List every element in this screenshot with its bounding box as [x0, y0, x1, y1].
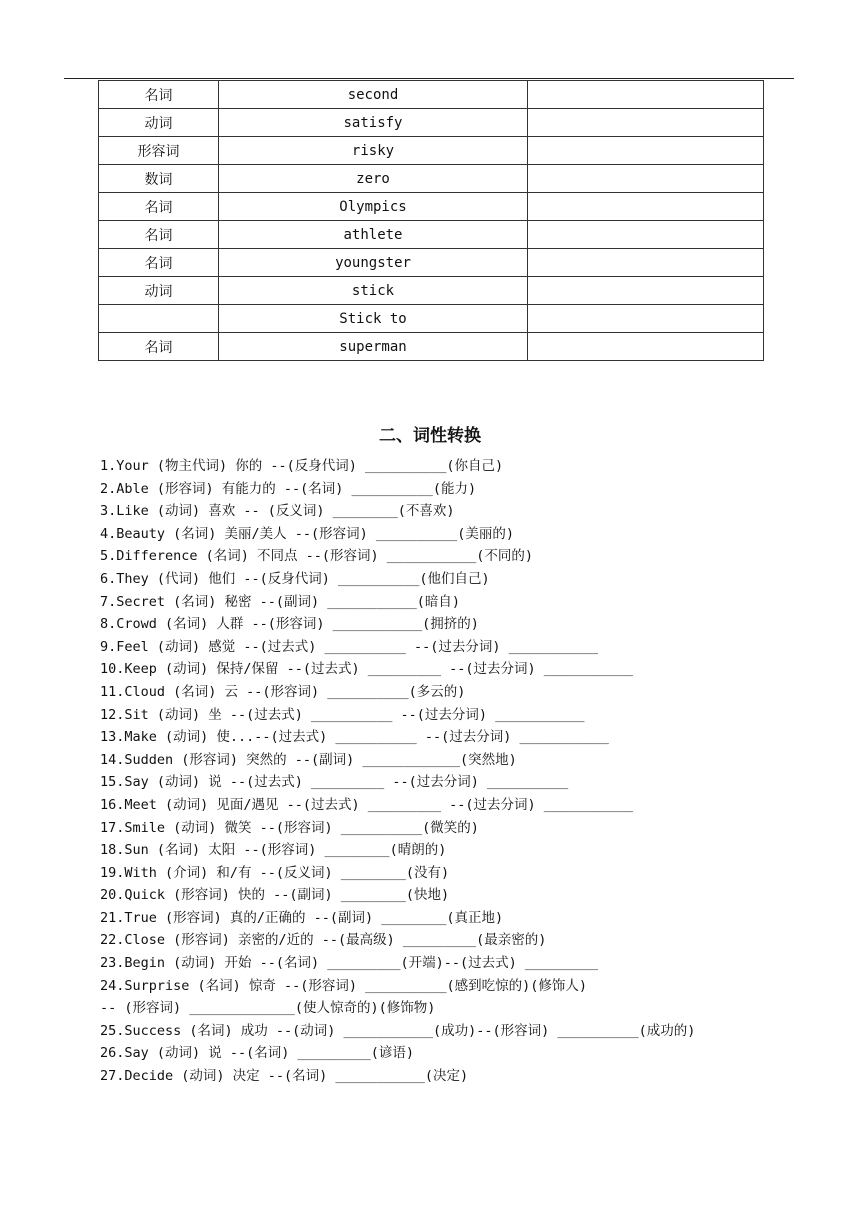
vocab-row	[99, 305, 764, 333]
part-of-speech-cell: 形容词	[99, 137, 219, 165]
exercise-item: 17.Smile (动词) 微笑 --(形容词) __________(微笑的)	[100, 819, 479, 836]
word-cell: superman	[219, 333, 528, 361]
exercise-item: 10.Keep (动词) 保持/保留 --(过去式) _________ --(过去分词) ___________	[100, 661, 634, 678]
exercise-item: 26.Say (动词) 说 --(名词) _________(谚语)	[100, 1045, 414, 1062]
exercise-item: 25.Success (名词) 成功 --(动词) ___________(成功)--(形容词) __________(成功的)	[100, 1022, 696, 1039]
exercise-item: -- (形容词) _____________(使人惊奇的)(修饰物)	[100, 1000, 436, 1017]
word-form-exercise-list	[64, 455, 804, 1088]
exercise-item: 19.With (介词) 和/有 --(反义词) ________(没有)	[100, 864, 450, 881]
vocab-row	[99, 333, 764, 361]
vocab-row	[99, 165, 764, 193]
answer-cell[interactable]	[528, 305, 764, 333]
word-cell: Olympics	[219, 193, 528, 221]
exercise-item: 8.Crowd (名词) 人群 --(形容词) ___________(拥挤的)	[100, 616, 479, 633]
exercise-item: 4.Beauty (名词) 美丽/美人 --(形容词) __________(美丽的)	[100, 525, 514, 542]
exercise-item: 9.Feel (动词) 感觉 --(过去式) __________ --(过去分词) ___________	[100, 638, 598, 655]
vocabulary-table	[98, 80, 764, 361]
word-cell: second	[219, 81, 528, 109]
section-title: 二、词性转换	[379, 426, 481, 446]
exercise-item: 20.Quick (形容词) 快的 --(副词) ________(快地)	[100, 887, 450, 904]
answer-cell[interactable]	[528, 81, 764, 109]
exercise-item: 5.Difference (名词) 不同点 --(形容词) ___________(不同的)	[100, 548, 533, 565]
word-cell: youngster	[219, 249, 528, 277]
exercise-item: 23.Begin (动词) 开始 --(名词) _________(开端)--(过去式) _________	[100, 955, 598, 972]
word-cell: risky	[219, 137, 528, 165]
answer-cell[interactable]	[528, 333, 764, 361]
exercise-item: 22.Close (形容词) 亲密的/近的 --(最高级) _________(最亲密的)	[100, 932, 547, 949]
vocab-row	[99, 193, 764, 221]
word-cell: zero	[219, 165, 528, 193]
answer-cell[interactable]	[528, 109, 764, 137]
exercise-item: 27.Decide (动词) 决定 --(名词) ___________(决定)	[100, 1068, 469, 1085]
exercise-item: 1.Your (物主代词) 你的 --(反身代词) __________(你自己)	[100, 458, 504, 474]
part-of-speech-cell: 动词	[99, 109, 219, 137]
header-rule	[64, 78, 794, 79]
vocab-row	[99, 277, 764, 305]
exercise-item: 11.Cloud (名词) 云 --(形容词) __________(多云的)	[100, 683, 466, 700]
exercise-item: 14.Sudden (形容词) 突然的 --(副词) ____________(突然地)	[100, 751, 517, 768]
exercise-item: 6.They (代词) 他们 --(反身代词) __________(他们自己)	[100, 570, 490, 587]
part-of-speech-cell: 动词	[99, 277, 219, 305]
part-of-speech-cell: 名词	[99, 193, 219, 221]
vocab-row	[99, 81, 764, 109]
exercise-item: 2.Able (形容词) 有能力的 --(名词) __________(能力)	[100, 480, 477, 497]
part-of-speech-cell: 数词	[99, 165, 219, 193]
part-of-speech-cell: 名词	[99, 249, 219, 277]
vocab-row	[99, 221, 764, 249]
exercise-item: 7.Secret (名词) 秘密 --(副词) ___________(暗自)	[100, 593, 460, 610]
word-cell: athlete	[219, 221, 528, 249]
part-of-speech-cell: 名词	[99, 333, 219, 361]
exercise-item: 18.Sun (名词) 太阳 --(形容词) ________(晴朗的)	[100, 842, 447, 859]
answer-cell[interactable]	[528, 193, 764, 221]
word-cell: stick	[219, 277, 528, 305]
answer-cell[interactable]	[528, 137, 764, 165]
vocab-row	[99, 249, 764, 277]
part-of-speech-cell	[99, 305, 219, 333]
part-of-speech-cell: 名词	[99, 81, 219, 109]
exercise-item: 16.Meet (动词) 见面/遇见 --(过去式) _________ --(过去分词) ___________	[100, 796, 634, 813]
word-cell: satisfy	[219, 109, 528, 137]
exercise-item: 24.Surprise (名词) 惊奇 --(形容词) __________(感到吃惊的)(修饰人)	[100, 977, 587, 994]
answer-cell[interactable]	[528, 249, 764, 277]
vocab-row	[99, 109, 764, 137]
answer-cell[interactable]	[528, 165, 764, 193]
part-of-speech-cell: 名词	[99, 221, 219, 249]
exercise-item: 13.Make (动词) 使...--(过去式) __________ --(过去分词) ___________	[100, 729, 609, 746]
answer-cell[interactable]	[528, 277, 764, 305]
word-cell: Stick to	[219, 305, 528, 333]
exercise-item: 12.Sit (动词) 坐 --(过去式) __________ --(过去分词) ___________	[100, 706, 585, 723]
answer-cell[interactable]	[528, 221, 764, 249]
exercise-item: 3.Like (动词) 喜欢 -- (反义词) ________(不喜欢)	[100, 503, 455, 520]
exercise-item: 15.Say (动词) 说 --(过去式) _________ --(过去分词) __________	[100, 774, 569, 791]
exercise-item: 21.True (形容词) 真的/正确的 --(副词) ________(真正地)	[100, 909, 504, 926]
vocab-row	[99, 137, 764, 165]
